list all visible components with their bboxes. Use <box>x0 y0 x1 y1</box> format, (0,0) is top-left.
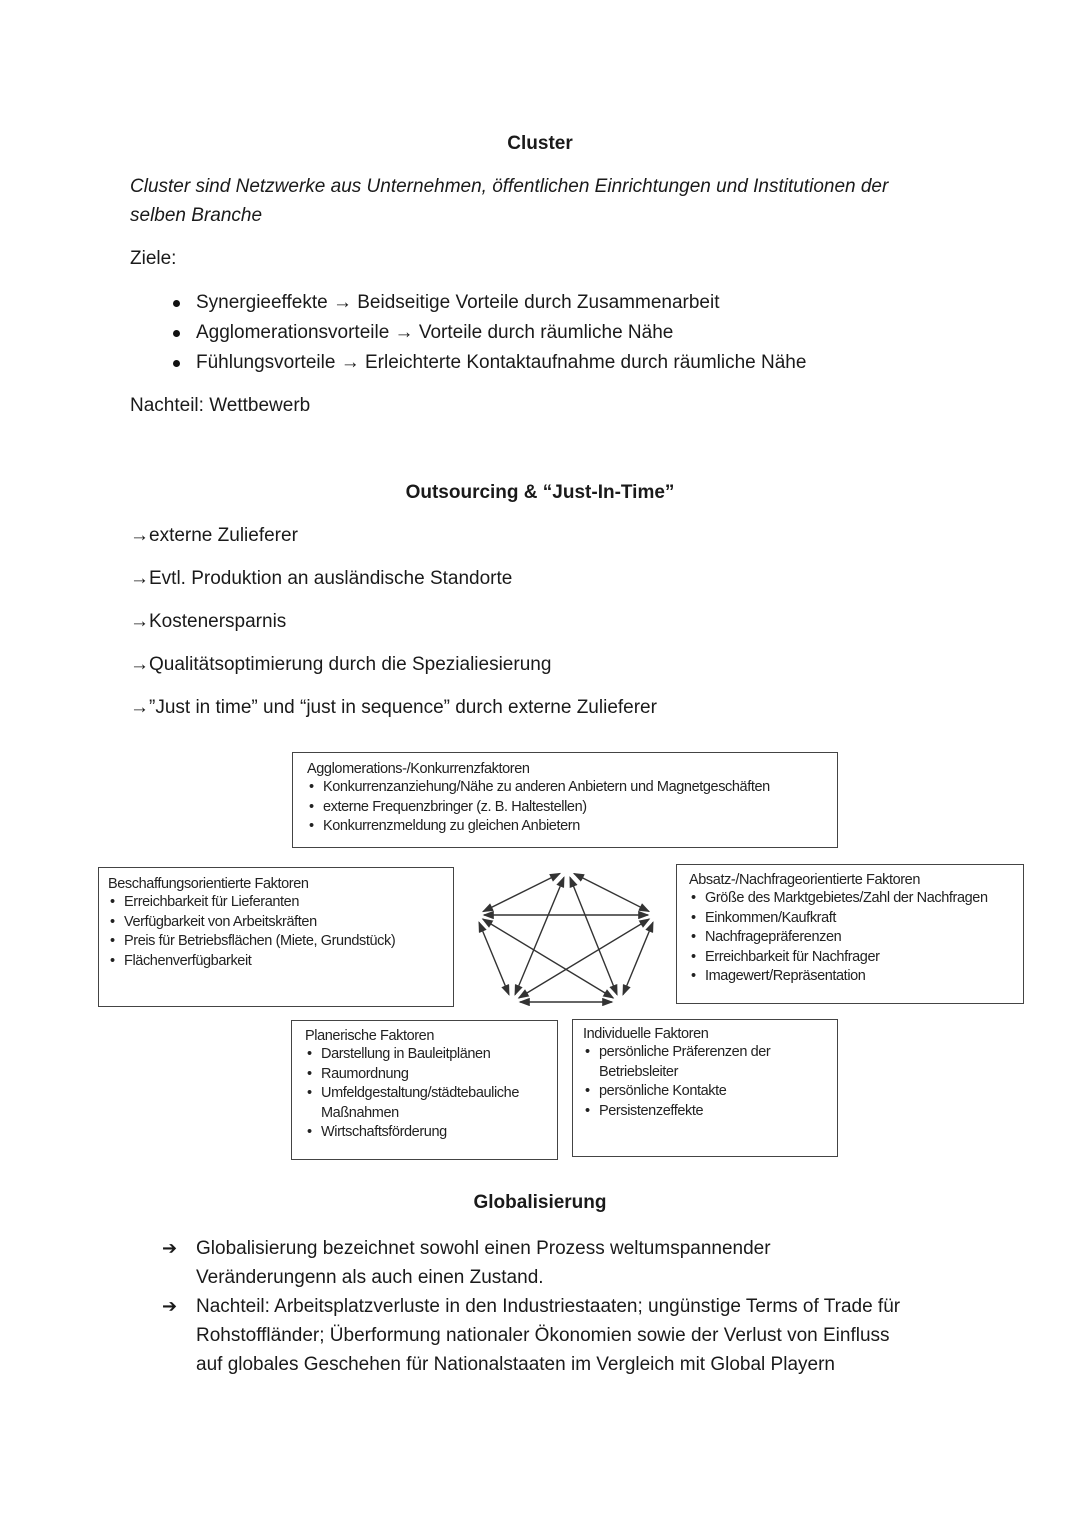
double-arrow <box>570 877 617 994</box>
outsourcing-point: →externe Zulieferer <box>130 525 298 546</box>
box-item: • externe Frequenzbringer (z. B. Haltestellen) <box>307 798 837 818</box>
globalisierung-list <box>130 1234 900 1379</box>
box-item: • Preis für Betriebsflächen (Miete, Grundstück) <box>108 932 453 952</box>
goal-item: Agglomerationsvorteile → Vorteile durch räumliche Nähe <box>130 318 806 348</box>
double-arrow <box>483 874 560 912</box>
box-item: • Imagewert/Repräsentation <box>689 967 1023 987</box>
box-item: • Erreichbarkeit für Lieferanten <box>108 893 453 913</box>
box-item: • Verfügbarkeit von Arbeitskräften <box>108 913 453 933</box>
box-item: • Konkurrenzanziehung/Nähe zu anderen Anbietern und Magnetgeschäften <box>307 778 837 798</box>
outsourcing-point: →Evtl. Produktion an ausländische Standorte <box>130 568 513 589</box>
cluster-definition-line1: Cluster sind Netzwerke aus Unternehmen, öffentlichen Einrichtungen und Institutionen der <box>130 176 889 197</box>
box-item: • persönliche Präferenzen der Betriebsleiter <box>583 1043 799 1082</box>
cluster-definition-line2: selben Branche <box>130 205 263 226</box>
globalisierung-heading: Globalisierung <box>473 1192 607 1213</box>
goals-label: Ziele: <box>130 248 177 269</box>
double-arrow <box>479 922 509 994</box>
double-arrow <box>515 877 564 994</box>
globalisierung-point <box>130 1292 900 1379</box>
outsourcing-heading: Outsourcing & “Just-In-Time” <box>405 482 675 503</box>
cluster-disadvantage: Nachteil: Wettbewerb <box>130 395 311 416</box>
double-arrow <box>483 919 613 998</box>
box-item: • Einkommen/Kaufkraft <box>689 909 1023 929</box>
line: auf globales Geschehen für Nationalstaaten im Vergleich mit Global Playern <box>196 1354 835 1375</box>
line: ➔ Nachteil: Arbeitsplatzverluste in den Industriestaaten; ungünstige Terms of Trade für <box>196 1296 901 1317</box>
box-item: • Erreichbarkeit für Nachfrager <box>689 948 1023 968</box>
line: Rohstoffländer; Überformung nationaler Ökonomien sowie der Verlust von Einfluss <box>196 1325 890 1346</box>
line: ➔ Globalisierung bezeichnet sowohl einen Prozess weltumspannender <box>196 1238 771 1259</box>
box-item: • Größe des Marktgebietes/Zahl der Nachfragen <box>689 889 1023 909</box>
box-item: • Darstellung in Bauleitplänen <box>305 1045 557 1065</box>
box-title: Absatz-/Nachfrageorientierte Faktoren <box>689 872 921 888</box>
box-title: Beschaffungsorientierte Faktoren <box>108 876 309 892</box>
box-item: • Umfeldgestaltung/städtebauliche Maßnahmen <box>305 1084 551 1123</box>
box-title: Individuelle Faktoren <box>583 1026 709 1042</box>
box-item: • Wirtschaftsförderung <box>305 1123 557 1143</box>
box-item: • Nachfragepräferenzen <box>689 928 1023 948</box>
box-title: Planerische Faktoren <box>305 1028 435 1044</box>
box-item: • Raumordnung <box>305 1065 557 1085</box>
outsourcing-point: →Qualitätsoptimierung durch die Spezialiesierung <box>130 654 552 675</box>
box-item: • Persistenzeffekte <box>583 1102 837 1122</box>
outsourcing-point: →”Just in time” und “just in sequence” durch externe Zulieferer <box>130 697 657 718</box>
outsourcing-point: →Kostenersparnis <box>130 611 287 632</box>
box-title: Agglomerations-/Konkurrenzfaktoren <box>307 761 530 777</box>
box-item: • Konkurrenzmeldung zu gleichen Anbietern <box>307 817 837 837</box>
double-arrow <box>623 922 653 994</box>
globalisierung-point <box>130 1234 900 1292</box>
cluster-heading: Cluster <box>507 133 573 154</box>
goal-item: Synergieeffekte → Beidseitige Vorteile durch Zusammenarbeit <box>130 288 806 318</box>
box-item: • persönliche Kontakte <box>583 1082 837 1102</box>
double-arrow <box>519 919 649 998</box>
line: Veränderungenn als auch einen Zustand. <box>196 1267 544 1288</box>
goal-item: Fühlungsvorteile → Erleichterte Kontaktaufnahme durch räumliche Nähe <box>130 348 806 378</box>
box-item: • Flächenverfügbarkeit <box>108 952 453 972</box>
double-arrow <box>574 874 649 912</box>
